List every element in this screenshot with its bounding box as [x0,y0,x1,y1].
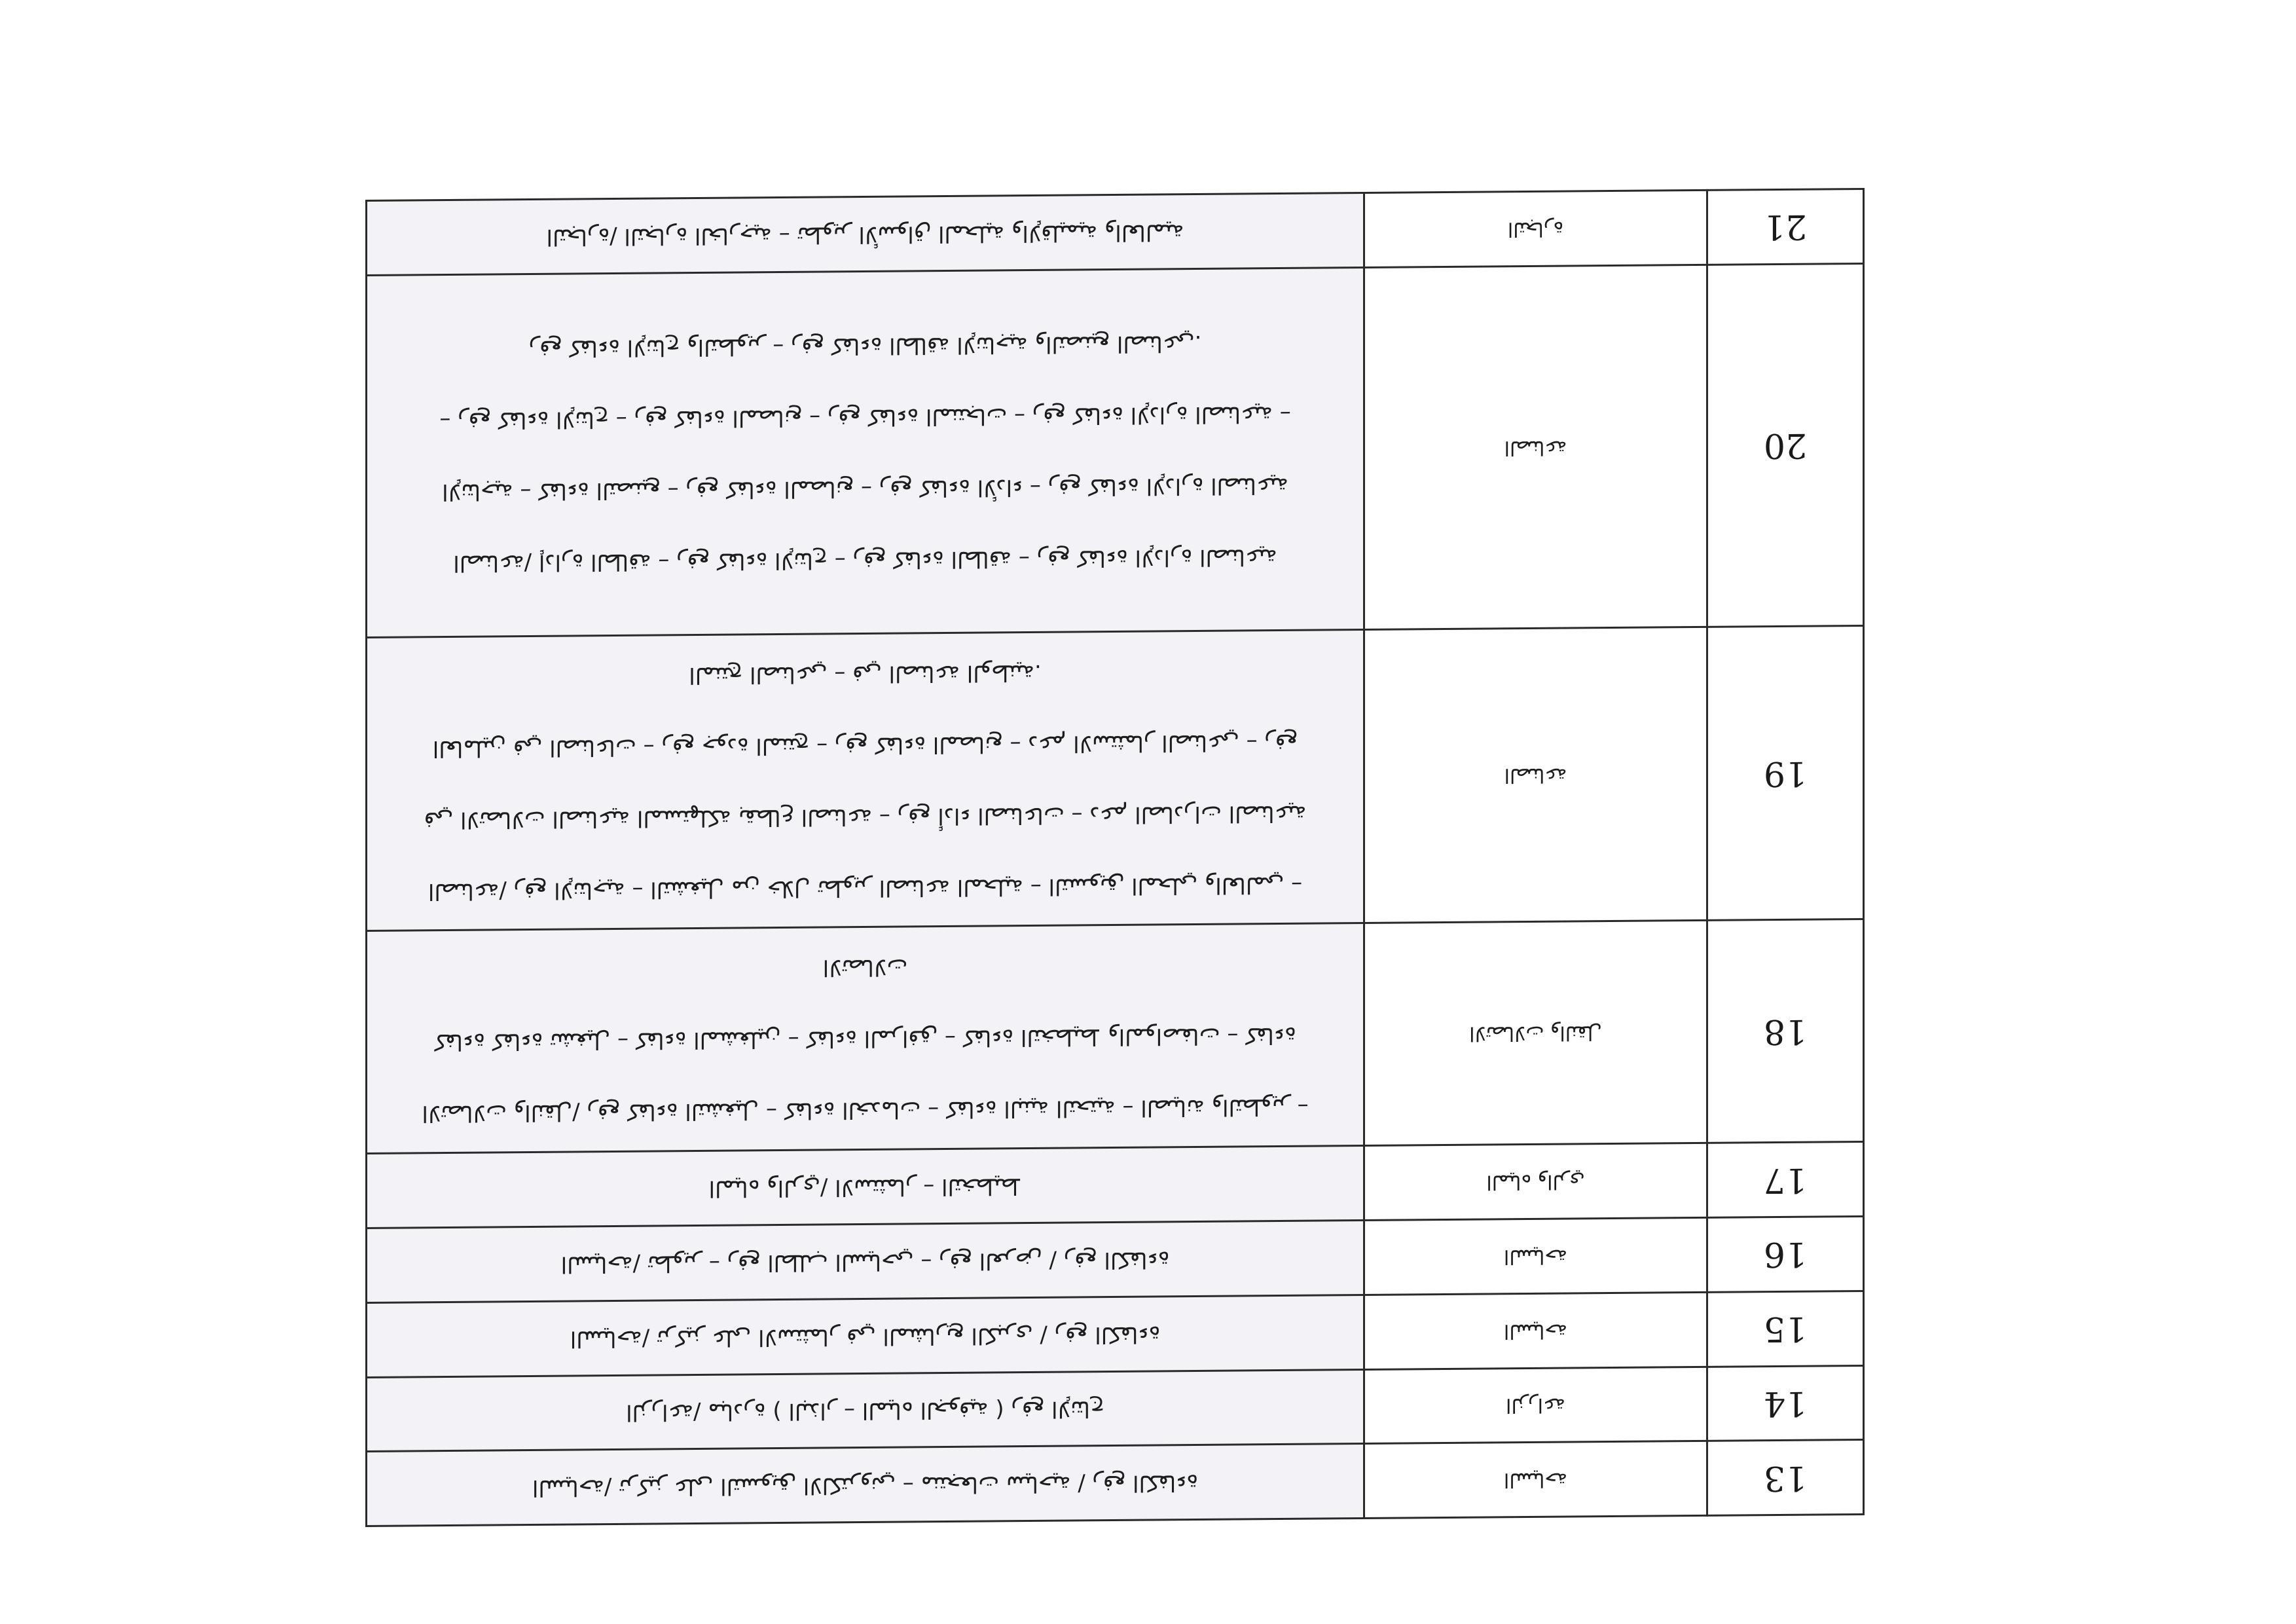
row-category: الاتصالات والنقل [1364,921,1707,1146]
table-row [367,1142,1864,1228]
description-line: في الاتصالات الصناعية المستهلكة بقطاع الصناعة – رفع أداء الصناعات – دعم الصادرات الصناعية [424,800,1307,833]
row-category: السياحة [1364,1217,1707,1295]
description-line: المياه والري/ الاستثمار – التخطيط [708,1173,1022,1202]
table-row [367,1440,1864,1526]
row-category: الصناعة [1364,265,1707,630]
description-line: الزراعة/ مبادرة ( البذار – المياه الجوفية ) رفع الإنتاج [626,1395,1104,1426]
description-line: المنتج الصناعي – في الصناعة الوطنية. [689,659,1042,688]
description-line: السياحة/ تركيز على التسويق الالكتروني – منتجعات سياحية / رفع الكفاءة [532,1469,1199,1502]
row-number: 19 [1707,626,1864,921]
row-description [367,1146,1364,1228]
description-line: السياحة/ تطوير – رفع الطلب السياحي – رفع العرض / رفع الكفاءة [560,1246,1170,1278]
table-row [367,919,1864,1154]
row-description [367,193,1364,276]
table-row [367,189,1864,276]
row-description [367,1369,1364,1452]
row-description [367,630,1364,931]
document-table [365,188,1865,1527]
row-number: 16 [1707,1217,1864,1293]
description-line: – رفع كفاءة الإنتاج – رفع كفاءة المصانع – رفع كفاءة المنتجات – رفع كفاءة الإدارة الصناعية – [439,400,1291,434]
row-category: السياحة [1364,1441,1707,1519]
table-row [367,626,1864,931]
row-number: 15 [1707,1291,1864,1367]
table-row [367,1217,1864,1303]
description-line: الاتصالات والنقل/ رفع كفاءة التشغيل – كفاءة الخدمات – كفاءة البنية التحتية – الصيانة والتطوير – [422,1093,1309,1127]
row-category: المياه والري [1364,1143,1707,1221]
row-description [367,923,1364,1154]
table-row [367,1291,1864,1377]
table-row [367,263,1864,637]
row-category: التجارة [1364,190,1707,267]
description-line: رفع كفاءة الإنتاج والتطوير – رفع كفاءة الطاقة الإنتاجية والتصنيع الصناعي. [528,329,1202,362]
row-category: السياحة [1364,1292,1707,1369]
description-line: الصناعة/ إدارة الطاقة – رفع كفاءة الإنتاج – رفع كفاءة الطاقة – رفع كفاءة الإدارة الصناعية [453,544,1277,576]
description-line: الصناعة/ رفع الإنتاجية – التشغيل من خلال تطوير الصناعة المحلية – التسويق المحلي والعالمي – [428,871,1303,904]
table-body [367,189,1864,1526]
row-category: الصناعة [1364,627,1707,923]
row-number: 13 [1707,1440,1864,1516]
row-description [367,1221,1364,1303]
row-description [367,267,1364,637]
row-description [367,1444,1364,1526]
description-line: السياحة/ تركيز على الاستثمار في المشاريع الكبرى / رفع الكفاءة [570,1321,1161,1352]
row-number: 20 [1707,263,1864,627]
row-number: 17 [1707,1142,1864,1218]
description-line: العاملين في الصناعات – رفع جودة المنتج – رفع كفاءة المصانع – دعم الاستثمار الصناعي – رفع [432,728,1298,762]
description-line: كفاءة كفاءة تشغيل – كفاءة المشغلين – كفاءة المرافق – كفاءة التخطيط والمواصفات – كفاءة [434,1022,1296,1056]
document-table-container [365,188,1865,1527]
row-number: 14 [1707,1365,1864,1441]
row-category: الزراعة [1364,1367,1707,1444]
table-row [367,1365,1864,1452]
row-number: 21 [1707,189,1864,265]
row-number: 18 [1707,919,1864,1143]
description-line: الإنتاجية – كفاءة التصنيع – رفع كفاءة المصانع – رفع كفاءة الأداء – رفع كفاءة الإدارة الصناعية [442,471,1288,506]
description-line: الاتصالات [822,953,908,981]
description-line: التجارة/ التجارة الخارجية – تطوير الأسواق المحلية والإقليمية والعالمية [546,219,1184,250]
row-description [367,1295,1364,1377]
